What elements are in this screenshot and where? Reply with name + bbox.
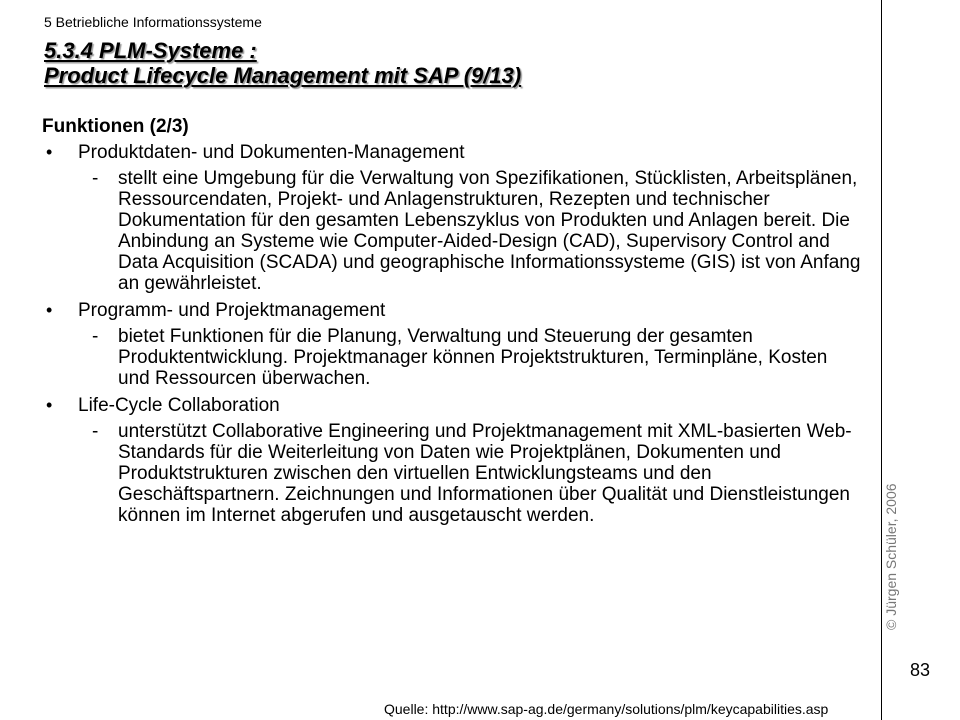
detail-item xyxy=(42,421,862,526)
section-subtitle: Funktionen (2/3) xyxy=(42,116,189,137)
bullet-item xyxy=(42,395,862,416)
title-line-1: 5.3.4 PLM-Systeme : xyxy=(44,38,257,63)
detail-text: unterstützt Collaborative Engineering und Projektmanagement mit XML-basierten Web-Standards für die Weiterleitung von Daten wie Projektplänen, Dokumenten und Produktstrukturen zwischen den virtuellen Entwicklungsteams und den Geschäftspartnern. Zeichnungen und Informationen über Qualität und Dienstleistungen können im Internet abgerufen und ausgetauscht werden. xyxy=(118,421,852,526)
detail-item xyxy=(42,168,862,294)
copyright-text: © Jürgen Schüler, 2006 xyxy=(883,483,899,630)
detail-item xyxy=(42,326,862,389)
bullet-text: Produktdaten- und Dokumenten-Management xyxy=(78,142,465,163)
bullet-text: Programm- und Projektmanagement xyxy=(78,300,386,321)
bullet-icon: • xyxy=(46,142,53,162)
title-line-2: Product Lifecycle Management mit SAP (9/13) xyxy=(44,63,522,88)
content-list xyxy=(42,140,862,526)
bullet-icon: • xyxy=(46,395,53,415)
detail-text: bietet Funktionen für die Planung, Verwaltung und Steuerung der gesamten Produktentwicklung. Projektmanager können Projektstrukturen, Terminpläne, Kosten und Ressourcen überwachen. xyxy=(118,326,828,389)
source-citation: Quelle: http://www.sap-ag.de/germany/solutions/plm/keycapabilities.asp xyxy=(384,701,829,717)
bullet-item xyxy=(42,142,862,163)
slide-title xyxy=(44,38,521,88)
bullet-item xyxy=(42,300,862,321)
dash-icon: - xyxy=(92,421,99,442)
chapter-label: 5 Betriebliche Informationssysteme xyxy=(44,14,262,30)
copyright-notice xyxy=(883,360,904,630)
bullet-icon: • xyxy=(46,300,53,320)
bullet-text: Life-Cycle Collaboration xyxy=(78,395,280,416)
dash-icon: - xyxy=(92,326,99,347)
page-number: 83 xyxy=(910,660,931,680)
dash-icon: - xyxy=(92,168,99,189)
detail-text: stellt eine Umgebung für die Verwaltung von Spezifikationen, Stücklisten, Arbeitsplänen, Ressourcendaten, Projekt- und Anlagenstrukturen, Rezepten und technischer Dokumentation für den gesamten Lebenszyklus von Produkten und Anlagen bereit. Die Anbindung an Systeme wie Computer-Aided-Design (CAD), Supervisory Control and Data Acquisition (SCADA) und geographische Informationssysteme (GIS) ist von Anfang an gewährleistet. xyxy=(118,168,861,294)
